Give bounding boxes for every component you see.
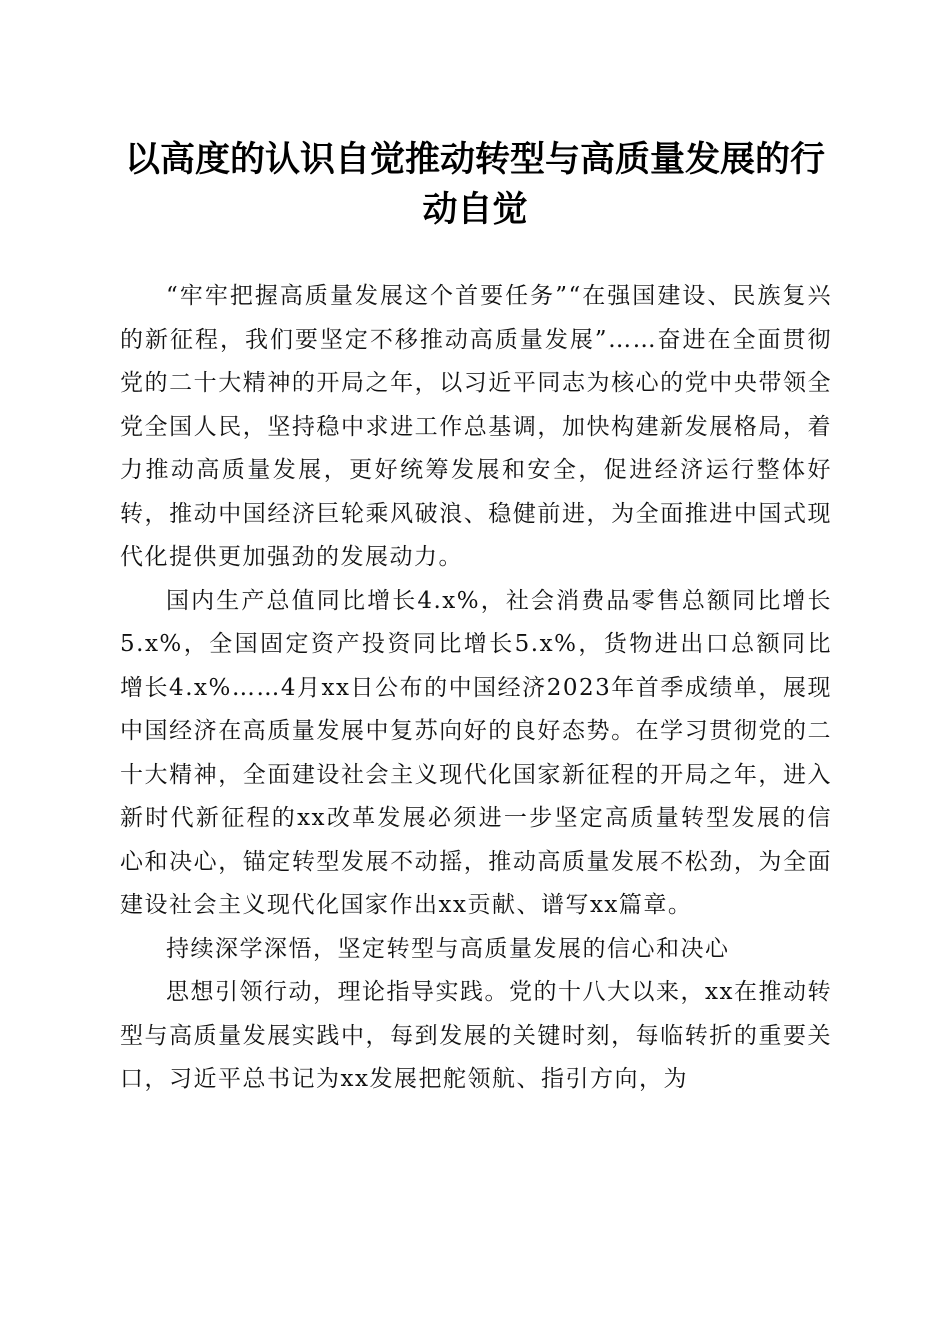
body-paragraph-3: 思想引领行动，理论指导实践。党的十八大以来，xx在推动转型与高质量发展实践中，每到发展的关键时刻，每临转折的重要关口，习近平总书记为xx发展把舵领航、指引方向，为: [120, 979, 832, 1092]
document-body: [120, 275, 832, 1102]
document-title: 以高度的认识自觉推动转型与高质量发展的行动自觉: [124, 139, 825, 230]
body-paragraph-2: 国内生产总值同比增长4.x%，社会消费品零售总额同比增长5.x%，全国固定资产投资同比增长5.x%，货物进出口总额同比增长4.x%……4月xx日公布的中国经济2023年首季成绩单，展现中国经济在高质量发展中复苏向好的良好态势。在学习贯彻党的二十大精神，全面建设社会主义现代化国家新征程的开局之年，进入新时代新征程的xx改革发展必须进一步坚定高质量转型发展的信心和决心，锚定转型发展不动摇，推动高质量发展不松劲，为全面建设社会主义现代化国家作出xx贡献、谱写xx篇章。: [120, 587, 832, 918]
body-paragraph-1: “牢牢把握高质量发展这个首要任务”“在强国建设、民族复兴的新征程，我们要坚定不移推动高质量发展”……奋进在全面贯彻党的二十大精神的开局之年，以习近平同志为核心的党中央带领全党全国人民，坚持稳中求进工作总基调，加快构建新发展格局，着力推动高质量发展，更好统筹发展和安全，促进经济运行整体好转，推动中国经济巨轮乘风破浪、稳健前进，为全面推进中国式现代化提供更加强劲的发展动力。: [120, 283, 832, 570]
section-heading: 持续深学深悟，坚定转型与高质量发展的信心和决心: [166, 935, 730, 962]
